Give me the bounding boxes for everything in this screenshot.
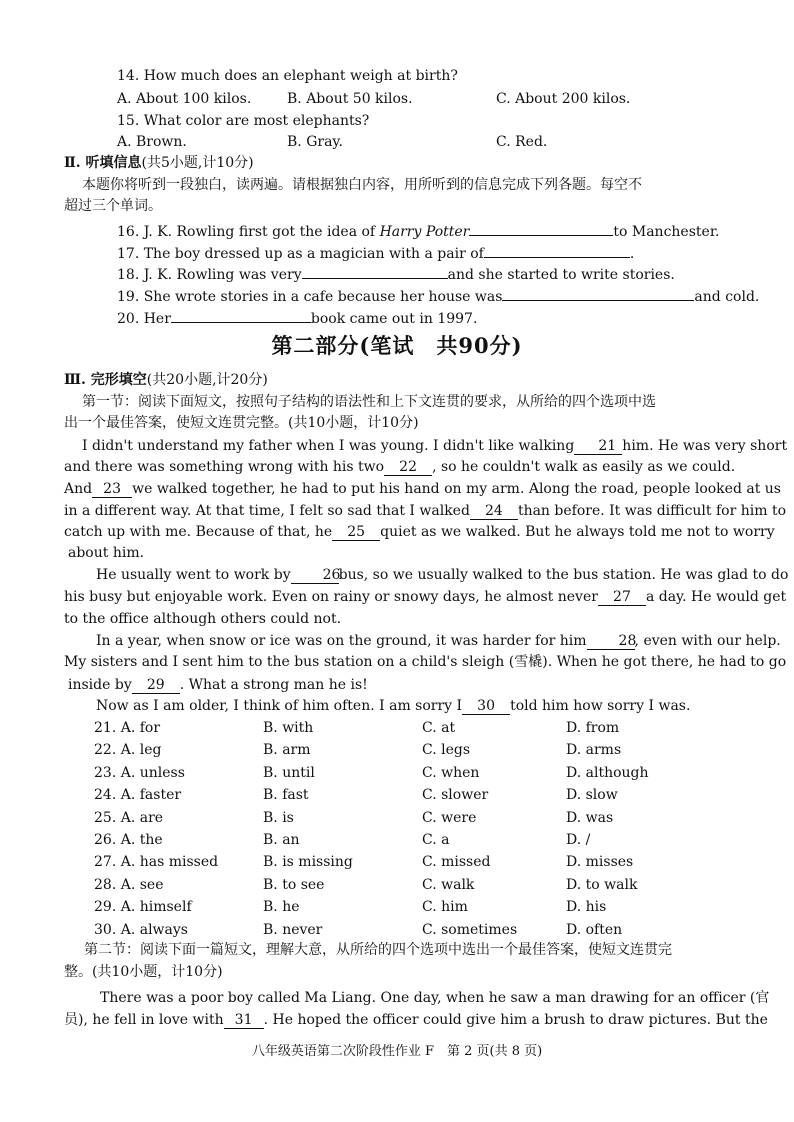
option-21-a: 21. A. for	[94, 720, 161, 736]
question-20	[117, 306, 477, 329]
section-3-meta: (共20小题,计20分)	[146, 372, 268, 388]
passage-line: in a different way. At that time, I felt so sad that I walked 24 than before. It was difficult for him to	[64, 503, 787, 519]
q19-blank[interactable]	[502, 284, 694, 301]
q20-text-end: book came out in 1997.	[310, 311, 478, 327]
question-16	[117, 219, 719, 242]
cloze-blank-25[interactable]: 25	[332, 524, 380, 541]
option-22-d: D. arms	[566, 742, 622, 759]
option-30-d: D. often	[566, 921, 623, 938]
page-footer: 八年级英语第二次阶段性作业 F 第 2 页(共 8 页)	[251, 1044, 543, 1059]
passage-line: inside by 29 . What a strong man he is!	[68, 677, 368, 693]
option-23-c: C. when	[422, 764, 480, 781]
q17-blank[interactable]	[484, 241, 630, 258]
option-25-d: D. was	[566, 809, 614, 826]
part-2-title: 第二部分(笔试 共90分)	[271, 333, 523, 358]
subsection-1-instruction-line2: 出一个最佳答案，使短文连贯完整。(共10小题，计10分)	[64, 415, 419, 431]
passage-line: 员), he fell in love with 31 . He hoped the officer could give him a brush to draw pictures. But the	[64, 1012, 768, 1028]
option-29-c: C. him	[422, 899, 468, 916]
q14-option-a: A. About 100 kilos.	[117, 91, 252, 107]
option-28-a: 28. A. see	[94, 876, 164, 893]
q15-option-b: B. Gray.	[287, 134, 343, 150]
question-17	[117, 241, 634, 264]
option-26-c: C. a	[422, 832, 450, 848]
q16-text: 16. J. K. Rowling first got the idea of	[117, 224, 380, 240]
q20-text: 20. Her	[117, 311, 171, 327]
option-28-d: D. to walk	[566, 876, 638, 893]
option-29-d: D. his	[566, 899, 607, 916]
passage-line: about him.	[68, 545, 145, 561]
passage-line: My sisters and I sent him to the bus station on a child's sleigh (雪橇). When he got there, he had to go	[64, 654, 787, 670]
q17-text-end: .	[629, 246, 635, 262]
passage-line: He usually went to work by 26bus, so we usually walked to the bus station. He was glad to do	[96, 567, 789, 583]
section-2-meta: (共5小题,计10分)	[141, 155, 254, 171]
option-26-b: B. an	[263, 832, 300, 848]
passage-line: There was a poor boy called Ma Liang. One day, when he saw a man drawing for an officer (官	[100, 990, 770, 1006]
option-27-d: D. misses	[566, 854, 634, 871]
subsection-1-instruction-line1: 第一节：阅读下面短文，按照句子结构的语法性和上下文连贯的要求，从所给的四个选项中选	[82, 394, 656, 410]
option-30-a: 30. A. always	[94, 921, 188, 938]
section-2-title: Ⅱ. 听填信息	[64, 155, 142, 171]
option-21-b: B. with	[263, 720, 314, 736]
section-2-instruction-line1: 本题你将听到一段独白，读两遍。请根据独白内容，用所听到的信息完成下列各题。每空不	[82, 177, 642, 193]
question-15-stem: 15. What color are most elephants?	[117, 113, 370, 129]
passage-line: In a year, when snow or ice was on the ground, it was harder for him 28, even with our help.	[96, 633, 781, 649]
option-22-c: C. legs	[422, 742, 471, 759]
option-26-a: 26. A. the	[94, 832, 163, 848]
passage-line: to the office although others could not.	[64, 611, 342, 627]
cloze-blank-27[interactable]: 27	[598, 589, 646, 606]
cloze-blank-26[interactable]: 26	[291, 567, 339, 584]
q16-blank[interactable]	[469, 219, 613, 236]
section-3-title: Ⅲ. 完形填空	[64, 372, 147, 388]
option-25-b: B. is	[263, 809, 294, 826]
option-22-b: B. arm	[263, 742, 311, 759]
q14-option-b: B. About 50 kilos.	[287, 91, 413, 107]
option-30-b: B. never	[263, 921, 323, 938]
q15-option-a: A. Brown.	[117, 134, 187, 150]
option-21-c: C. at	[422, 720, 456, 736]
passage-line: his busy but enjoyable work. Even on rainy or snowy days, he almost never 27 a day. He would get	[64, 589, 787, 605]
passage-line: Now as I am older, I think of him often. I am sorry I 30 told him how sorry I was.	[96, 698, 691, 714]
q16-text-end: to Manchester.	[613, 224, 720, 240]
option-28-b: B. to see	[263, 876, 325, 893]
section-2-instruction-line2: 超过三个单词。	[64, 198, 162, 214]
option-24-c: C. slower	[422, 787, 489, 804]
q17-text: 17. The boy dressed up as a magician with a pair of	[117, 246, 484, 262]
q18-text-end: and she started to write stories.	[447, 267, 675, 283]
q20-blank[interactable]	[171, 306, 311, 323]
cloze-blank-28[interactable]: 28	[587, 633, 635, 650]
option-21-d: D. from	[566, 720, 620, 736]
option-24-d: D. slow	[566, 787, 618, 804]
subsection-2-instruction-line1: 第二节：阅读下面一篇短文，理解大意，从所给的四个选项中选出一个最佳答案，使短文连贯完	[84, 942, 672, 958]
option-25-a: 25. A. are	[94, 809, 164, 826]
cloze-blank-29[interactable]: 29	[132, 677, 180, 694]
question-19	[117, 284, 759, 307]
subsection-2-instruction-line2: 整。(共10小题，计10分)	[64, 964, 223, 980]
question-14-stem: 14. How much does an elephant weigh at birth?	[117, 68, 458, 84]
q14-option-c: C. About 200 kilos.	[496, 91, 631, 107]
passage-line: And 23 we walked together, he had to put his hand on my arm. Along the road, people looked at us	[64, 481, 781, 497]
cloze-blank-31[interactable]: 31	[224, 1012, 264, 1029]
option-27-b: B. is missing	[263, 854, 353, 871]
cloze-blank-22[interactable]: 22	[384, 459, 432, 476]
option-24-b: B. fast	[263, 787, 309, 804]
option-26-d: D. /	[566, 832, 591, 848]
q19-text: 19. She wrote stories in a cafe because her house was	[117, 289, 503, 305]
q18-blank[interactable]	[302, 262, 448, 279]
q15-option-c: C. Red.	[496, 134, 548, 150]
option-23-d: D. although	[566, 764, 649, 781]
q19-text-end: and cold.	[694, 289, 760, 305]
option-23-a: 23. A. unless	[94, 764, 185, 781]
cloze-blank-23[interactable]: 23	[92, 481, 132, 498]
question-18	[117, 262, 675, 285]
option-29-a: 29. A. himself	[94, 899, 192, 916]
q18-text: 18. J. K. Rowling was very	[117, 267, 302, 283]
cloze-blank-24[interactable]: 24	[470, 503, 518, 520]
option-28-c: C. walk	[422, 876, 475, 893]
passage-line: I didn't understand my father when I was young. I didn't like walking 21 him. He was very short	[82, 438, 788, 454]
option-22-a: 22. A. leg	[94, 742, 162, 759]
option-30-c: C. sometimes	[422, 921, 518, 938]
section-3-heading	[64, 370, 268, 390]
passage-line: catch up with me. Because of that, he 25 quiet as we walked. But he always told me not to worry	[64, 524, 775, 540]
passage-line: and there was something wrong with his two 22 , so he couldn't walk as easily as we could.	[64, 459, 736, 475]
option-25-c: C. were	[422, 809, 477, 826]
section-2-heading	[64, 153, 254, 173]
option-24-a: 24. A. faster	[94, 787, 182, 804]
option-27-c: C. missed	[422, 854, 491, 871]
option-27-a: 27. A. has missed	[94, 854, 219, 871]
option-23-b: B. until	[263, 764, 315, 781]
option-29-b: B. he	[263, 899, 300, 916]
q16-italic-title: Harry Potter	[379, 224, 470, 240]
cloze-blank-21[interactable]: 21	[574, 438, 622, 455]
cloze-blank-30[interactable]: 30	[462, 698, 510, 715]
